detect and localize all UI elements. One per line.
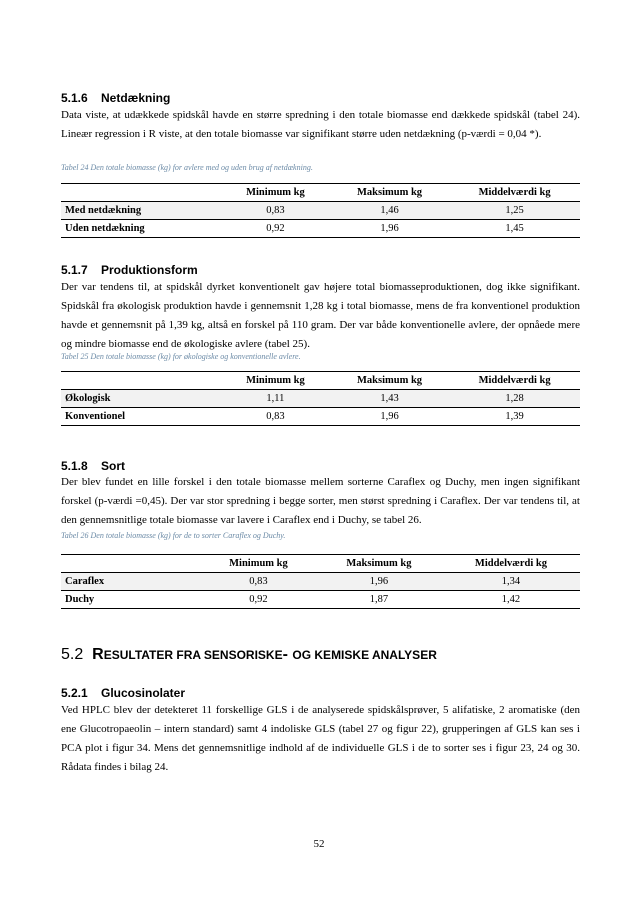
section-title: Netdækning bbox=[101, 91, 171, 105]
section-heading-5-1-6 bbox=[61, 91, 170, 105]
section-title: Sort bbox=[101, 459, 125, 473]
table-row bbox=[61, 390, 580, 408]
cell-min: 0,83 bbox=[266, 205, 285, 216]
paragraph-5-1-8: Der blev fundet en lille forskel i den totale biomasse mellem sorterne Caraflex og Duchy, men ingen signifikant forskel (p-værdi =0,45). Der var stor spredning i begge sorter, men størst spredning i Caraflex. Der var tendens til, at den gennemsnitlige totale biomasse var lavere i Caraflex end i Duchy, se tabel 26. bbox=[61, 476, 580, 526]
table-header-row bbox=[61, 372, 580, 390]
header-cell bbox=[61, 372, 221, 390]
table-24 bbox=[61, 183, 580, 238]
page-number: 52 bbox=[313, 838, 325, 850]
section-title: Glucosinolater bbox=[101, 686, 186, 700]
table-header-row bbox=[61, 184, 580, 202]
header-cell: Minimum kg bbox=[221, 184, 330, 202]
cell-mean: 1,28 bbox=[505, 393, 524, 404]
table-26 bbox=[61, 554, 580, 609]
table-row bbox=[61, 573, 580, 591]
cell-max: 1,87 bbox=[369, 594, 389, 605]
cell-mean: 1,45 bbox=[505, 223, 524, 234]
section-number: 5.2 bbox=[61, 646, 84, 663]
cell-max: 1,96 bbox=[380, 223, 399, 234]
header-cell: Maksimum kg bbox=[330, 372, 449, 390]
table-row bbox=[61, 220, 580, 238]
section-number: 5.2.1 bbox=[61, 686, 88, 700]
header-cell: Middelværdi kg bbox=[449, 184, 580, 202]
row-label: Med netdækning bbox=[65, 205, 142, 216]
header-cell bbox=[61, 555, 201, 573]
section-heading-5-2-1 bbox=[61, 686, 185, 700]
section-number: 5.1.6 bbox=[61, 91, 88, 105]
cell-max: 1,43 bbox=[380, 393, 399, 404]
section-heading-5-1-8 bbox=[61, 459, 125, 473]
cell-min: 1,11 bbox=[266, 393, 285, 404]
section-heading-5-1-7 bbox=[61, 263, 198, 277]
section-heading-5-2 bbox=[61, 646, 437, 664]
row-label: Økologisk bbox=[65, 393, 111, 404]
cell-min: 0,83 bbox=[249, 576, 268, 587]
cell-max: 1,96 bbox=[380, 411, 399, 422]
cell-max: 1,96 bbox=[369, 576, 389, 587]
row-label: Uden netdækning bbox=[65, 223, 145, 234]
header-cell: Middelværdi kg bbox=[442, 555, 580, 573]
title-part: ESULTATER FRA SENSORISKE bbox=[103, 648, 283, 662]
table-row bbox=[61, 408, 580, 426]
cell-mean: 1,39 bbox=[505, 411, 524, 422]
cell-min: 0,83 bbox=[266, 411, 285, 422]
title-initial: R bbox=[92, 646, 104, 663]
header-cell bbox=[61, 184, 221, 202]
header-cell: Maksimum kg bbox=[330, 184, 449, 202]
header-cell: Minimum kg bbox=[221, 372, 330, 390]
section-number: 5.1.7 bbox=[61, 263, 88, 277]
paragraph-5-1-6: Data viste, at udækkede spidskål havde en større spredning i den totale biomasse end dækkede spidskål (tabel 24). Lineær regression i R viste, at den totale biomasse var signifikant større uden netdækning (p-værdi = 0,04 *). bbox=[61, 109, 580, 140]
cell-min: 0,92 bbox=[266, 223, 285, 234]
paragraph-5-1-7: Der var tendens til, at spidskål dyrket konventionelt gav højere total biomasseproduktionen, dog ikke signifikant. Spidskål fra økologisk produktion havde i gennemsnit 1,28 kg i total biomasse, mens de fra konventionel produktion havde et gennemsnit på 1,39 kg, altså en forskel på 110 gram. Der var både konventionelle avlere, der opnåede mere og mindre biomasse end de økologiske avlere (tabel 25). bbox=[61, 281, 580, 350]
section-number: 5.1.8 bbox=[61, 459, 88, 473]
table-row bbox=[61, 202, 580, 220]
table-header-row bbox=[61, 555, 580, 573]
header-cell: Middelværdi kg bbox=[449, 372, 580, 390]
row-label: Duchy bbox=[65, 594, 95, 605]
cell-mean: 1,25 bbox=[505, 205, 524, 216]
header-cell: Maksimum kg bbox=[316, 555, 442, 573]
table-row bbox=[61, 591, 580, 609]
row-label: Konventionel bbox=[65, 411, 126, 422]
title-part: OG KEMISKE ANALYSER bbox=[292, 648, 437, 662]
table-25-caption: Tabel 25 Den totale biomasse (kg) for økologiske og konventionelle avlere. bbox=[61, 352, 301, 361]
paragraph-5-2-1: Ved HPLC blev der detekteret 11 forskellige GLS i de analyserede spidskålsprøver, 5 alifatiske, 2 aromatiske (den ene Glucotropaeolin – intern standard) samt 4 indoliske GLS (tabel 27 og figur 22), grupperingen af GLS kan ses i PCA plot i figur 34. Mens det gennemsnitlige indhold af de individuelle GLS i de to sorter ses i figur 23, 24 og 30. Rådata findes i bilag 24. bbox=[61, 704, 580, 773]
table-25 bbox=[61, 371, 580, 426]
cell-mean: 1,34 bbox=[501, 576, 521, 587]
table-26-caption: Tabel 26 Den totale biomasse (kg) for de to sorter Caraflex og Duchy. bbox=[61, 531, 286, 540]
cell-mean: 1,42 bbox=[501, 594, 521, 605]
table-24-caption: Tabel 24 Den totale biomasse (kg) for avlere med og uden brug af netdækning. bbox=[61, 163, 313, 172]
title-dash: - bbox=[282, 646, 293, 663]
section-title: Produktionsform bbox=[101, 263, 198, 277]
row-label: Caraflex bbox=[65, 576, 105, 587]
header-cell: Minimum kg bbox=[201, 555, 316, 573]
cell-max: 1,46 bbox=[380, 205, 399, 216]
cell-min: 0,92 bbox=[249, 594, 268, 605]
